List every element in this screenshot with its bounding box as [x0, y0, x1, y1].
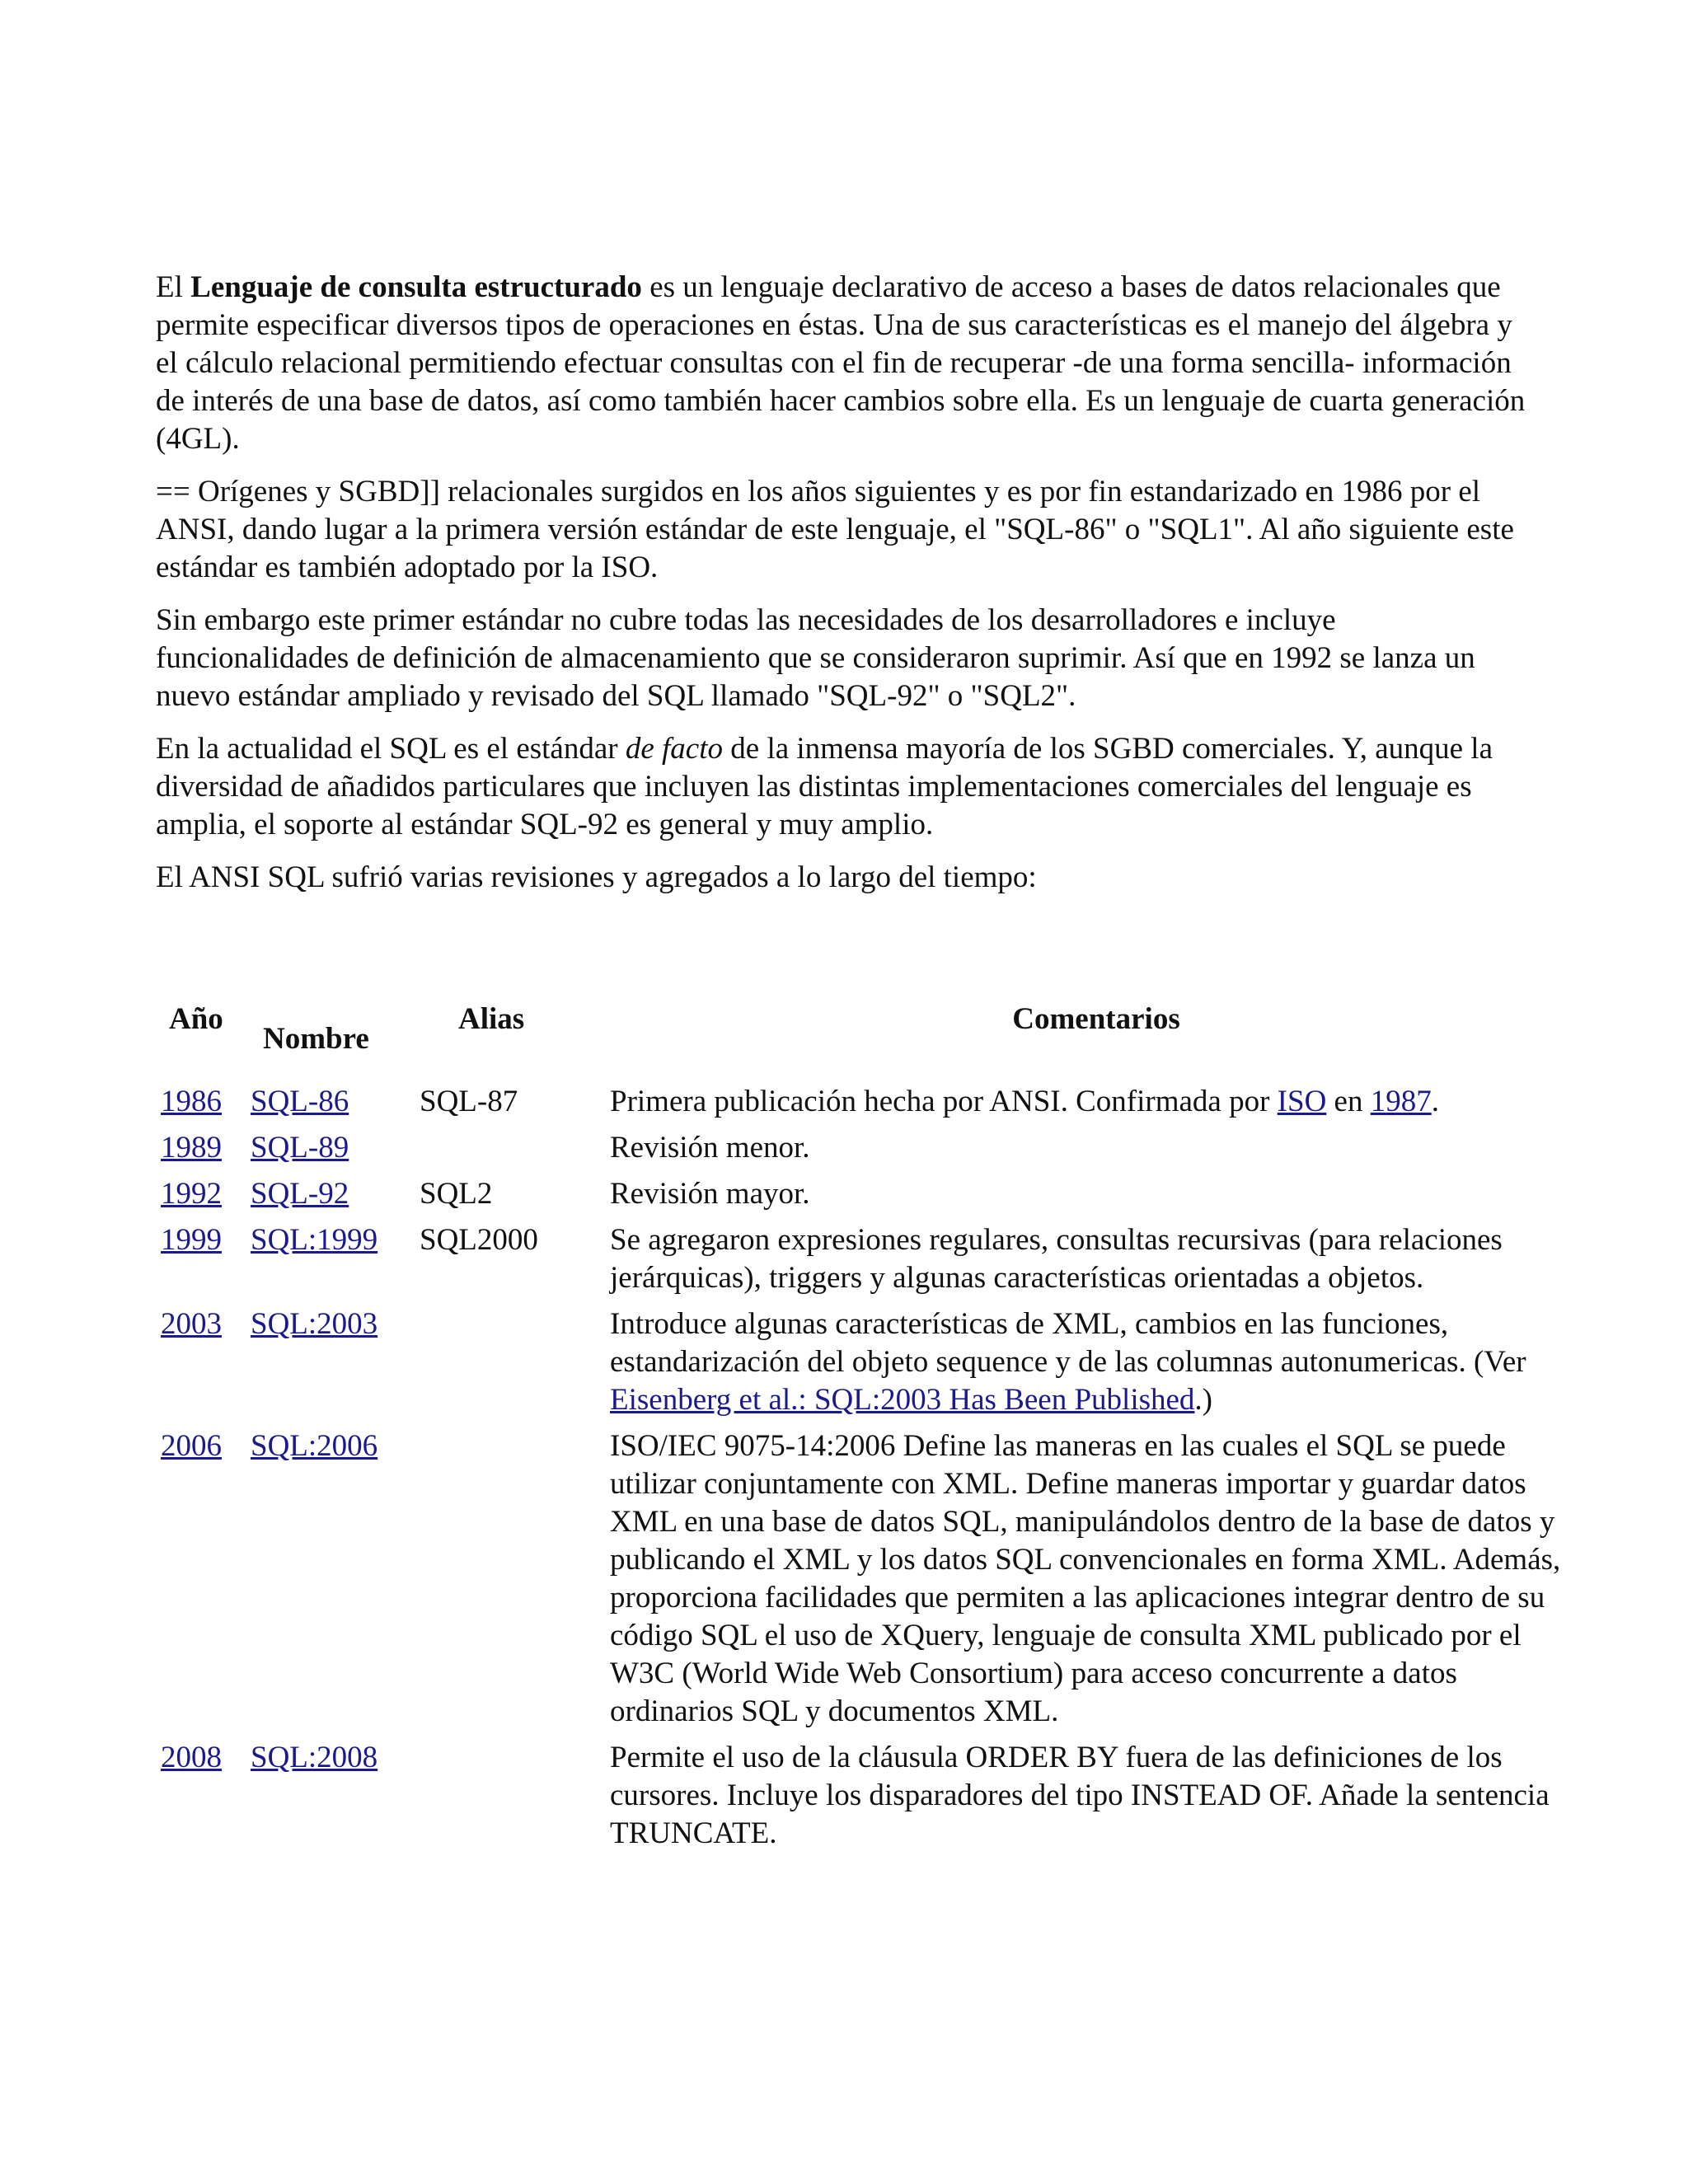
- name-link[interactable]: SQL:1999: [251, 1223, 378, 1257]
- name-link[interactable]: SQL-92: [251, 1177, 349, 1211]
- table-row: [156, 1427, 1582, 1739]
- alias-cell: SQL2000: [420, 1223, 538, 1257]
- de-facto-italic: de facto: [625, 732, 724, 766]
- header-comments: Comentarios: [1012, 1002, 1180, 1036]
- alias-cell: [420, 1129, 610, 1175]
- intro-paragraph-4: En la actualidad el SQL es el estándar de facto de la inmensa mayoría de los SGBD comerciales. Y, aunque la diversidad de añadidos particulares que incluyen las distintas implementaciones comerciales del lenguaje es amplia, el soporte al estándar SQL-92 es general y muy amplio.: [156, 732, 1493, 841]
- table-header-row: [156, 999, 1582, 1083]
- alias-cell: SQL-87: [420, 1085, 518, 1118]
- year-link[interactable]: 1986: [161, 1085, 222, 1118]
- intro-paragraph-1: El Lenguaje de consulta estructurado es un lenguaje declarativo de acceso a bases de datos relacionales que permite especificar diversos tipos de operaciones en éstas. Una de sus características es el manejo del álgebra y el cálculo relacional permitiendo efectuar consultas con el fin de recuperar -de una forma sencilla- información de interés de una base de datos, así como también hacer cambios sobre ella. Es un lenguaje de cuarta generación (4GL).: [156, 270, 1526, 456]
- iso-link[interactable]: ISO: [1277, 1085, 1327, 1118]
- name-link[interactable]: SQL-89: [251, 1131, 349, 1165]
- term-bold: Lenguaje de consulta estructurado: [190, 270, 642, 304]
- header-alias: Alias: [458, 1002, 525, 1036]
- eisenberg-link[interactable]: Eisenberg et al.: SQL:2003 Has Been Published: [610, 1383, 1195, 1417]
- comment-cell: Revisión menor.: [610, 1131, 810, 1165]
- alias-cell: [420, 1305, 610, 1427]
- comment-cell: Revisión mayor.: [610, 1177, 810, 1211]
- year-link[interactable]: 1999: [161, 1223, 222, 1257]
- name-link[interactable]: SQL:2008: [251, 1741, 378, 1774]
- year-link[interactable]: 2008: [161, 1741, 222, 1774]
- comment-cell: Permite el uso de la cláusula ORDER BY fuera de las definiciones de los cursores. Incluye los disparadores del tipo INSTEAD OF. Añade la sentencia TRUNCATE.: [610, 1741, 1550, 1850]
- header-name: Nombre: [263, 1022, 369, 1056]
- table-row: [156, 1305, 1582, 1427]
- alias-cell: [420, 1739, 610, 1861]
- year-link[interactable]: 2006: [161, 1429, 222, 1463]
- year-link[interactable]: 1989: [161, 1131, 222, 1165]
- table-row: [156, 1739, 1582, 1861]
- sql-versions-table: [156, 999, 1582, 1861]
- name-link[interactable]: SQL:2003: [251, 1307, 378, 1341]
- alias-cell: [420, 1427, 610, 1739]
- intro-paragraph-2: == Orígenes y SGBD]] relacionales surgidos en los años siguientes y es por fin estandarizado en 1986 por el ANSI, dando lugar a la primera versión estándar de este lenguaje, el "SQL-86" o "SQL1". Al año siguiente este estándar es también adoptado por la ISO.: [156, 475, 1514, 584]
- year-link[interactable]: 1992: [161, 1177, 222, 1211]
- table-row: [156, 1175, 1582, 1221]
- table-row: [156, 1129, 1582, 1175]
- intro-paragraph-3: Sin embargo este primer estándar no cubre todas las necesidades de los desarrolladores e incluye funcionalidades de definición de almacenamiento que se consideraron suprimir. Así que en 1992 se lanza un nuevo estándar ampliado y revisado del SQL llamado "SQL-92" o "SQL2".: [156, 603, 1475, 713]
- intro-text: [156, 269, 1532, 912]
- comment-cell: ISO/IEC 9075-14:2006 Define las maneras en las cuales el SQL se puede utilizar conjuntamente con XML. Define maneras importar y guardar datos XML en una base de datos SQL, manipulándolos dentro de la base de datos y publicando el XML y los datos SQL convencionales en forma XML. Además, proporciona facilidades que permiten a las aplicaciones integrar dentro de su código SQL el uso de XQuery, lenguaje de consulta XML publicado por el W3C (World Wide Web Consortium) para acceso concurrente a datos ordinarios SQL y documentos XML.: [610, 1429, 1561, 1728]
- table-row: [156, 1083, 1582, 1129]
- header-year: Año: [169, 1002, 223, 1036]
- name-link[interactable]: SQL-86: [251, 1085, 349, 1118]
- comment-cell: Introduce algunas características de XML, cambios en las funciones, estandarización del objeto sequence y de las columnas autonumericas. (Ver Eisenberg et al.: SQL:2003 Has Been Published.): [610, 1307, 1526, 1417]
- intro-paragraph-5: El ANSI SQL sufrió varias revisiones y agregados a lo largo del tiempo:: [156, 860, 1037, 894]
- table-row: [156, 1221, 1582, 1305]
- alias-cell: SQL2: [420, 1177, 493, 1211]
- year-1987-link[interactable]: 1987: [1370, 1085, 1432, 1118]
- year-link[interactable]: 2003: [161, 1307, 222, 1341]
- name-link[interactable]: SQL:2006: [251, 1429, 378, 1463]
- comment-cell: Se agregaron expresiones regulares, consultas recursivas (para relaciones jerárquicas), triggers y algunas características orientadas a objetos.: [610, 1223, 1503, 1295]
- comment-cell: Primera publicación hecha por ANSI. Confirmada por ISO en 1987.: [610, 1085, 1439, 1118]
